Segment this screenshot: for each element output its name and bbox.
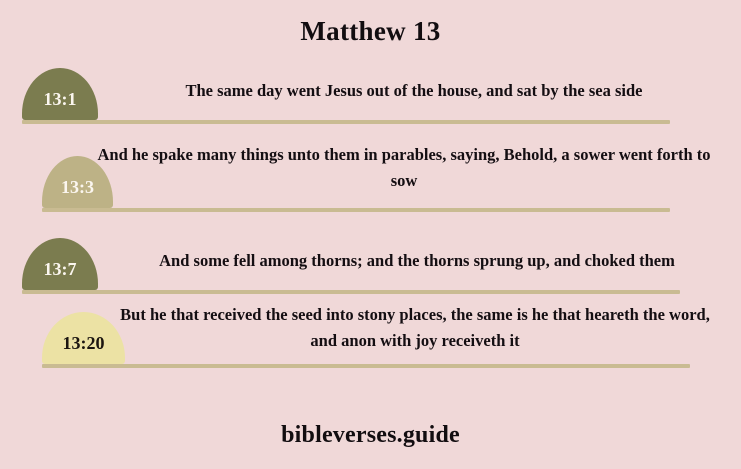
- verse-list: [0, 62, 741, 390]
- verse-reference-label: 13:7: [43, 259, 77, 279]
- verse-row: [0, 216, 741, 298]
- verse-text: But he that received the seed into stony places, the same is he that heareth the word, and anon with joy receiveth it: [120, 305, 710, 350]
- verse-row: [0, 298, 741, 390]
- verse-row: [0, 128, 741, 216]
- verse-text: And he spake many things unto them in parables, saying, Behold, a sower went forth to sow: [97, 145, 711, 190]
- verse-reference-badge[interactable]: [22, 238, 98, 290]
- page-title: Matthew 13: [300, 16, 441, 46]
- verse-reference-badge[interactable]: [22, 68, 98, 120]
- verse-divider: [22, 290, 680, 294]
- verse-text: The same day went Jesus out of the house, and sat by the sea side: [185, 81, 643, 100]
- verse-reference-label: 13:1: [43, 89, 77, 109]
- verse-divider: [42, 208, 670, 212]
- verse-reference-label: 13:20: [62, 333, 105, 353]
- verse-divider: [42, 364, 690, 368]
- verse-row: [0, 62, 741, 128]
- verse-reference-label: 13:3: [61, 177, 94, 197]
- site-footer[interactable]: bibleverses.guide: [281, 422, 460, 448]
- verse-divider: [22, 120, 670, 124]
- verse-text: And some fell among thorns; and the thorns sprung up, and choked them: [159, 251, 675, 270]
